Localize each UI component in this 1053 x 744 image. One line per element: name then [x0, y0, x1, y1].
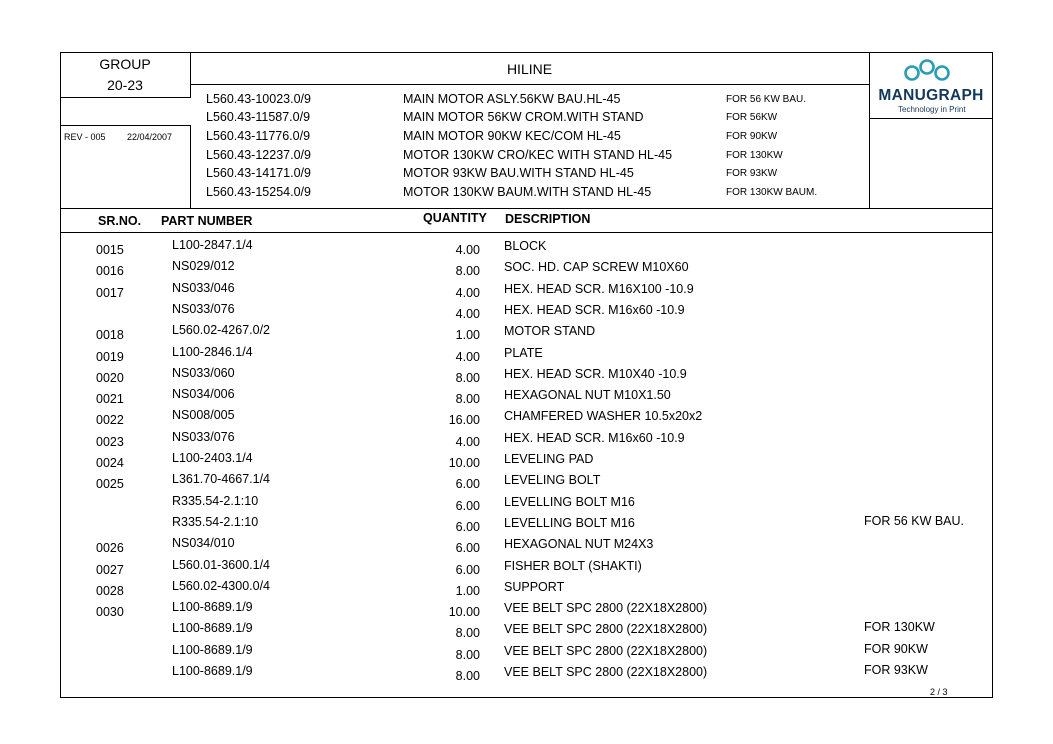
row-quantity: 4.00 — [455, 243, 480, 257]
table-row — [60, 643, 993, 663]
variant-note: FOR 130KW BAUM. — [726, 187, 818, 198]
logo-mark-icon — [902, 56, 962, 84]
variant-part: L560.43-10023.0/9 — [206, 92, 311, 106]
row-sr-no: 0023 — [96, 435, 124, 449]
table-row — [60, 430, 993, 450]
table-row — [60, 302, 993, 322]
table-row — [60, 579, 993, 599]
table-row — [60, 323, 993, 343]
divider — [190, 125, 191, 209]
table-row — [60, 472, 993, 492]
logo-name: MANUGRAPH — [878, 87, 984, 104]
row-sr-no: 0020 — [96, 371, 124, 385]
col-header-desc: DESCRIPTION — [505, 212, 591, 226]
manugraph-logo — [869, 52, 993, 118]
variant-desc: MOTOR 93KW BAU.WITH STAND HL-45 — [403, 166, 634, 180]
row-sr-no: 0028 — [96, 584, 124, 598]
table-row — [60, 536, 993, 556]
row-note: FOR 90KW — [864, 642, 928, 656]
variant-part: L560.43-11776.0/9 — [206, 129, 311, 143]
row-quantity: 6.00 — [455, 520, 480, 534]
row-part-number: L100-2846.1/4 — [172, 345, 253, 359]
row-quantity: 6.00 — [455, 541, 480, 555]
row-quantity: 4.00 — [455, 350, 480, 364]
row-sr-no: 0015 — [96, 243, 124, 257]
divider — [869, 118, 993, 119]
row-quantity: 8.00 — [455, 371, 480, 385]
row-sr-no: 0022 — [96, 413, 124, 427]
row-part-number: L100-8689.1/9 — [172, 621, 253, 635]
table-row — [60, 259, 993, 279]
row-part-number: L560.02-4300.0/4 — [172, 579, 271, 593]
divider — [60, 125, 190, 126]
row-quantity: 4.00 — [455, 286, 480, 300]
row-description: HEX. HEAD SCR. M16x60 -10.9 — [504, 303, 685, 317]
variant-note: FOR 130KW — [726, 150, 783, 161]
row-quantity: 16.00 — [448, 413, 480, 427]
row-description: HEXAGONAL NUT M10X1.50 — [504, 388, 671, 402]
row-description: BLOCK — [504, 239, 547, 253]
table-row — [60, 238, 993, 258]
variant-desc: MOTOR 130KW BAUM.WITH STAND HL-45 — [403, 185, 652, 199]
table-row — [60, 558, 993, 578]
variant-desc: MAIN MOTOR 90KW KEC/COM HL-45 — [403, 129, 621, 143]
divider — [60, 97, 190, 98]
row-description: FISHER BOLT (SHAKTI) — [504, 559, 642, 573]
row-sr-no: 0024 — [96, 456, 124, 470]
table-row — [60, 664, 993, 684]
row-description: VEE BELT SPC 2800 (22X18X2800) — [504, 644, 708, 658]
col-header-sr: SR.NO. — [98, 214, 142, 228]
variant-note: FOR 90KW — [726, 131, 778, 142]
row-part-number: R335.54-2.1:10 — [172, 494, 259, 508]
row-quantity: 8.00 — [455, 392, 480, 406]
variant-part: L560.43-11587.0/9 — [206, 110, 311, 124]
row-quantity: 1.00 — [455, 584, 480, 598]
row-quantity: 6.00 — [455, 499, 480, 513]
row-part-number: NS033/046 — [172, 281, 235, 295]
row-part-number: L560.01-3600.1/4 — [172, 558, 271, 572]
row-description: VEE BELT SPC 2800 (22X18X2800) — [504, 601, 708, 615]
table-row — [60, 366, 993, 386]
row-description: HEXAGONAL NUT M24X3 — [504, 537, 654, 551]
page-number: 2 / 3 — [930, 687, 948, 697]
row-quantity: 1.00 — [455, 328, 480, 342]
row-sr-no: 0018 — [96, 328, 124, 342]
table-row — [60, 600, 993, 620]
row-quantity: 8.00 — [455, 264, 480, 278]
row-description: PLATE — [504, 346, 543, 360]
row-part-number: L100-2403.1/4 — [172, 451, 253, 465]
row-description: CHAMFERED WASHER 10.5x20x2 — [504, 409, 703, 423]
row-sr-no: 0019 — [96, 350, 124, 364]
row-part-number: L361.70-4667.1/4 — [172, 472, 271, 486]
row-part-number: L100-8689.1/9 — [172, 664, 253, 678]
group-label: GROUP — [99, 56, 151, 72]
table-row — [60, 281, 993, 301]
row-description: LEVELLING BOLT M16 — [504, 495, 635, 509]
machine-title: HILINE — [506, 61, 553, 77]
row-note: FOR 130KW — [864, 620, 935, 634]
row-sr-no: 0021 — [96, 392, 124, 406]
row-sr-no: 0027 — [96, 563, 124, 577]
row-description: LEVELLING BOLT M16 — [504, 516, 635, 530]
row-part-number: NS034/010 — [172, 536, 235, 550]
table-row — [60, 494, 993, 514]
row-description: SUPPORT — [504, 580, 565, 594]
col-header-qty: QUANTITY — [423, 211, 487, 225]
row-part-number: NS008/005 — [172, 408, 235, 422]
table-row — [60, 345, 993, 365]
divider — [60, 208, 993, 209]
row-part-number: NS033/076 — [172, 302, 235, 316]
variant-note: FOR 56KW — [726, 112, 778, 123]
revision: REV - 005 — [64, 132, 106, 142]
row-sr-no: 0026 — [96, 541, 124, 555]
row-description: VEE BELT SPC 2800 (22X18X2800) — [504, 665, 708, 679]
row-quantity: 8.00 — [455, 669, 480, 683]
row-part-number: NS034/006 — [172, 387, 235, 401]
table-row — [60, 515, 993, 535]
variant-part: L560.43-12237.0/9 — [206, 148, 311, 162]
row-description: HEX. HEAD SCR. M16X100 -10.9 — [504, 282, 694, 296]
row-quantity: 10.00 — [448, 456, 480, 470]
table-row — [60, 621, 993, 641]
variant-part: L560.43-15254.0/9 — [206, 185, 311, 199]
variant-note: FOR 56 KW BAU. — [726, 94, 807, 105]
row-part-number: L100-8689.1/9 — [172, 600, 253, 614]
row-description: HEX. HEAD SCR. M10X40 -10.9 — [504, 367, 687, 381]
row-sr-no: 0017 — [96, 286, 124, 300]
row-part-number: L100-8689.1/9 — [172, 643, 253, 657]
row-sr-no: 0025 — [96, 477, 124, 491]
row-quantity: 4.00 — [455, 307, 480, 321]
row-description: LEVELING BOLT — [504, 473, 601, 487]
row-description: VEE BELT SPC 2800 (22X18X2800) — [504, 622, 708, 636]
variant-desc: MOTOR 130KW CRO/KEC WITH STAND HL-45 — [403, 148, 673, 162]
variant-note: FOR 93KW — [726, 168, 778, 179]
row-description: SOC. HD. CAP SCREW M10X60 — [504, 260, 689, 274]
table-row — [60, 451, 993, 471]
row-sr-no: 0016 — [96, 264, 124, 278]
row-quantity: 10.00 — [448, 605, 480, 619]
row-sr-no: 0030 — [96, 605, 124, 619]
col-header-part: PART NUMBER — [161, 214, 253, 228]
variant-desc: MAIN MOTOR 56KW CROM.WITH STAND — [403, 110, 644, 124]
table-row — [60, 387, 993, 407]
row-part-number: R335.54-2.1:10 — [172, 515, 259, 529]
row-quantity: 6.00 — [455, 477, 480, 491]
row-quantity: 4.00 — [455, 435, 480, 449]
row-part-number: NS033/076 — [172, 430, 235, 444]
divider — [190, 84, 869, 85]
table-row — [60, 408, 993, 428]
divider — [60, 232, 993, 233]
row-quantity: 6.00 — [455, 563, 480, 577]
group-number: 20-23 — [107, 77, 143, 93]
row-quantity: 8.00 — [455, 648, 480, 662]
row-description: HEX. HEAD SCR. M16x60 -10.9 — [504, 431, 685, 445]
variant-desc: MAIN MOTOR ASLY.56KW BAU.HL-45 — [403, 92, 621, 106]
row-note: FOR 93KW — [864, 663, 928, 677]
row-note: FOR 56 KW BAU. — [864, 514, 965, 528]
row-part-number: NS029/012 — [172, 259, 235, 273]
logo-tagline: Technology in Print — [898, 105, 966, 114]
row-part-number: L100-2847.1/4 — [172, 238, 253, 252]
row-part-number: L560.02-4267.0/2 — [172, 323, 271, 337]
variant-part: L560.43-14171.0/9 — [206, 166, 311, 180]
row-description: MOTOR STAND — [504, 324, 596, 338]
row-description: LEVELING PAD — [504, 452, 594, 466]
row-part-number: NS033/060 — [172, 366, 235, 380]
row-quantity: 8.00 — [455, 626, 480, 640]
revision-date: 22/04/2007 — [127, 132, 173, 142]
